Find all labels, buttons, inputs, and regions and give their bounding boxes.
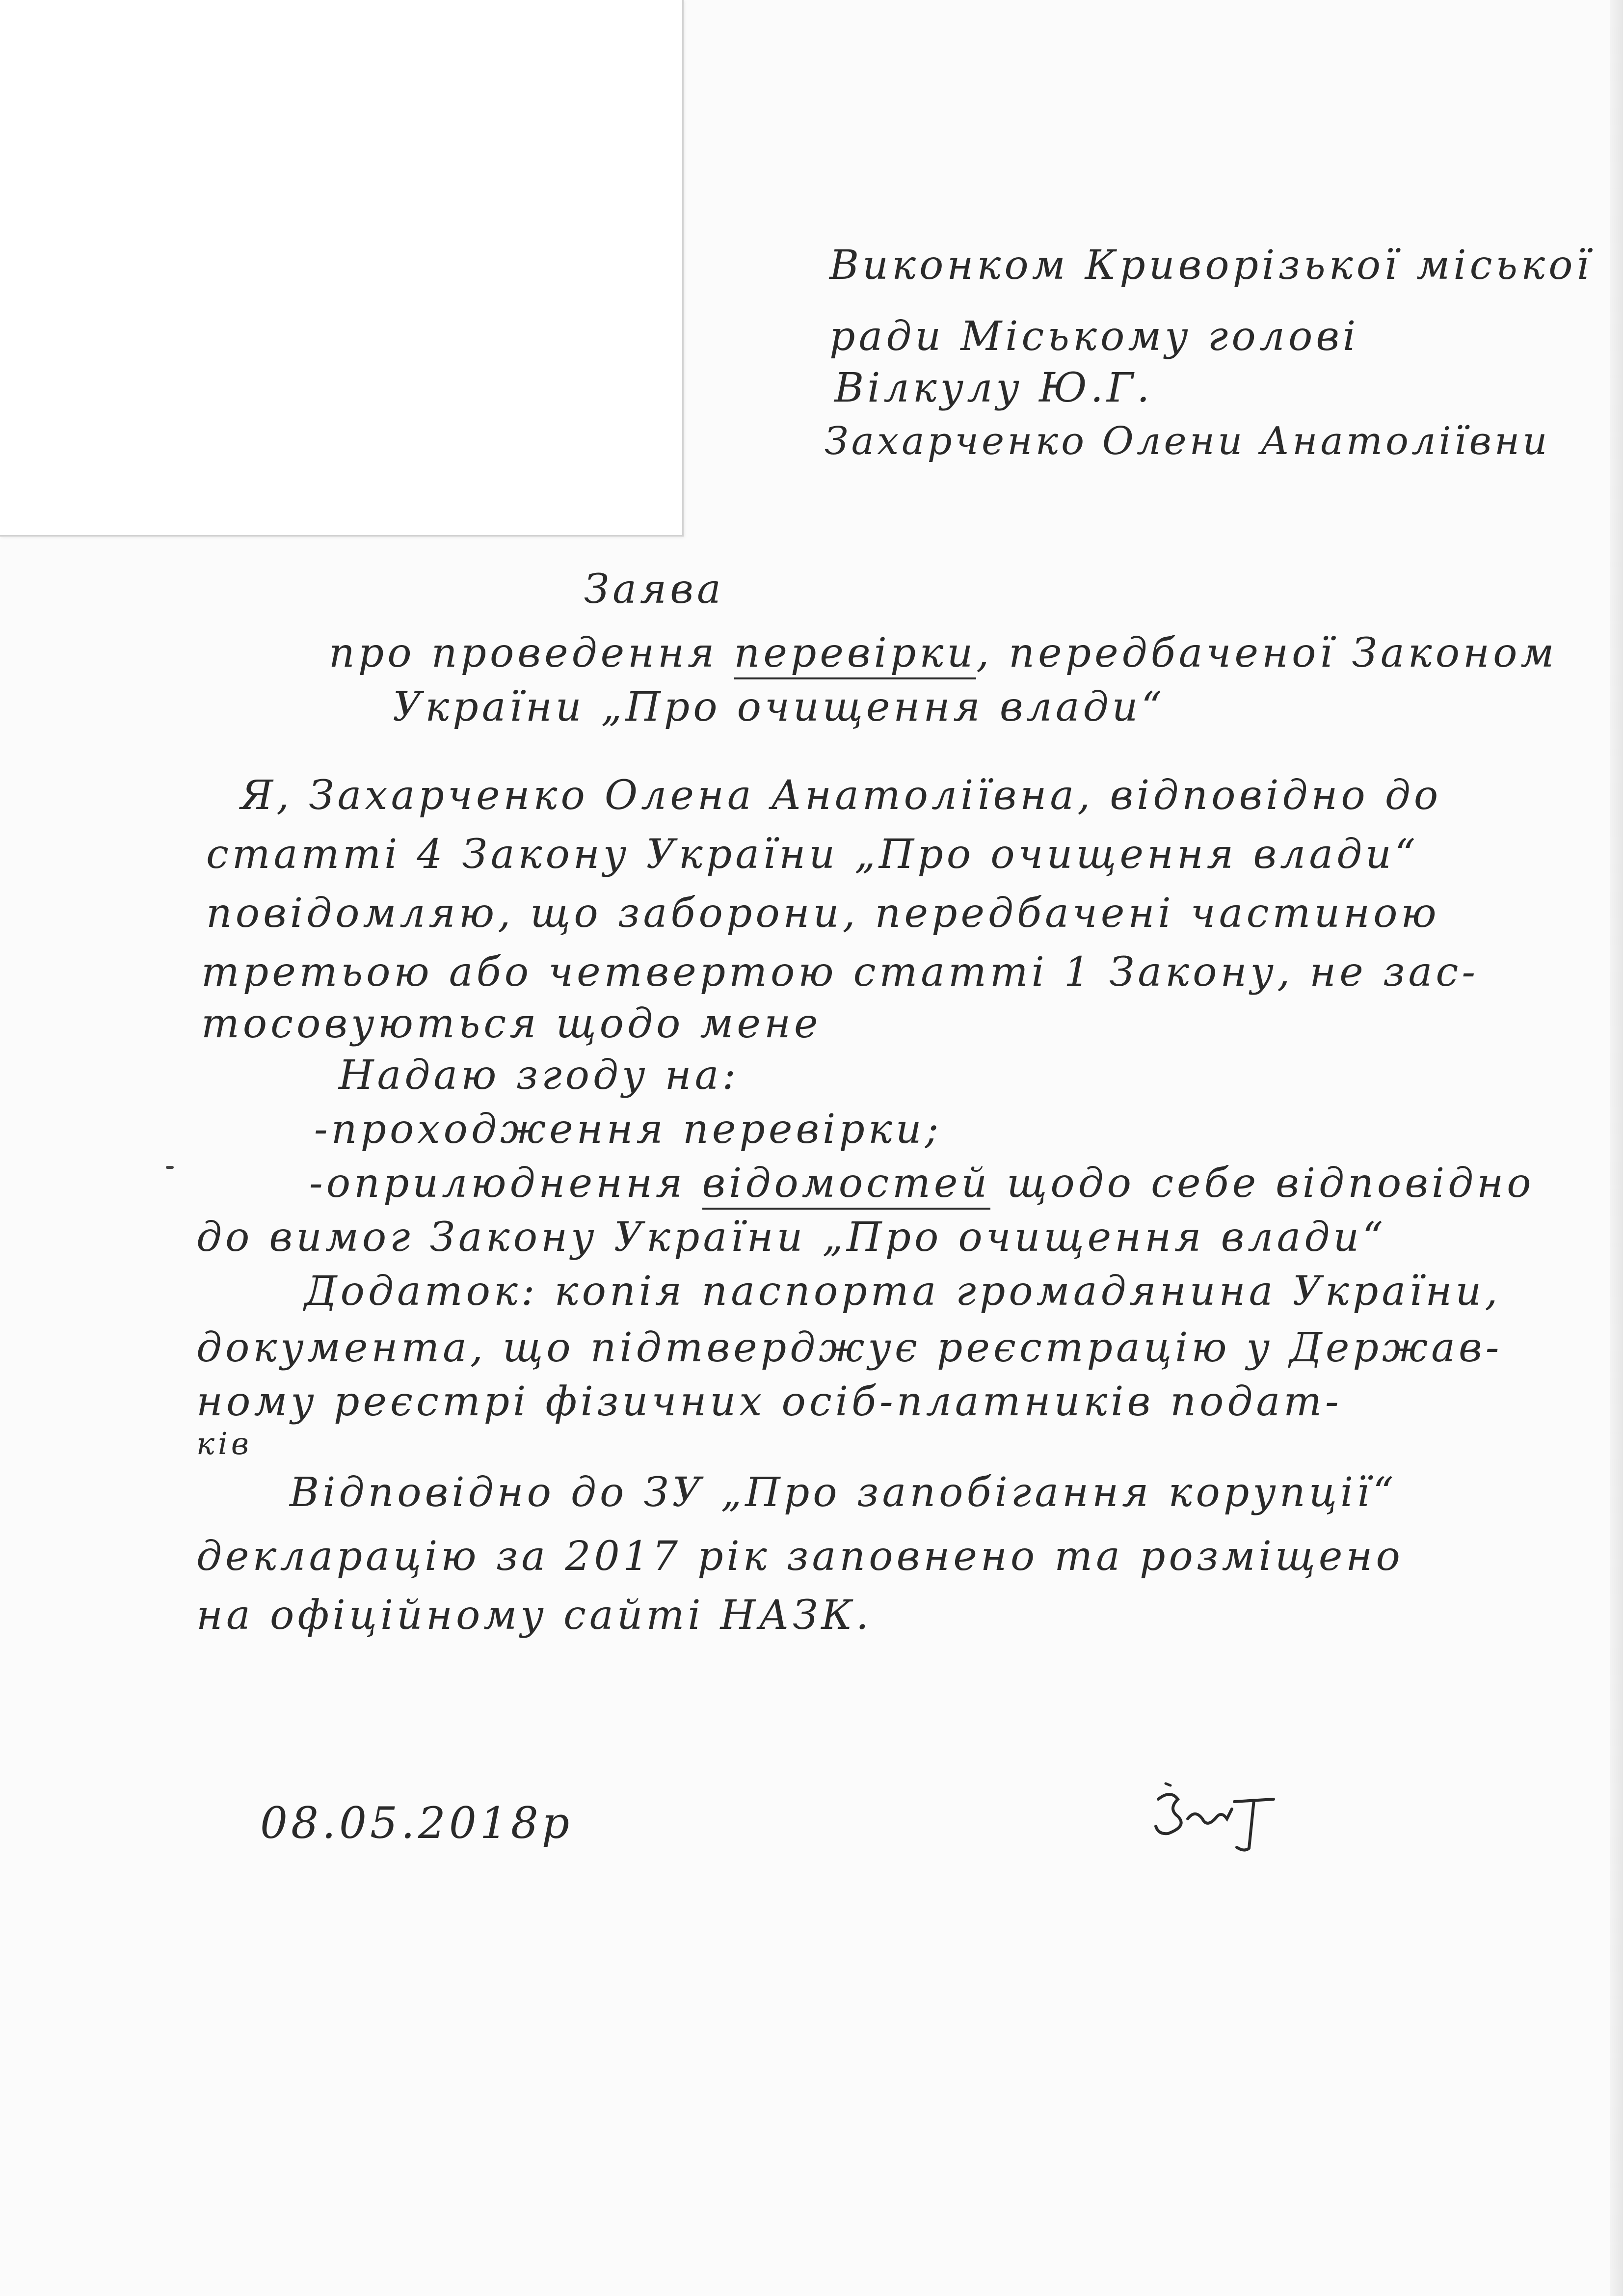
document-date: 08.05.2018р — [260, 1798, 573, 1848]
consent-item-2-part-1: -оприлюднення — [309, 1160, 702, 1207]
handwritten-signature — [1148, 1780, 1296, 1853]
p1-line-2: статті 4 Закону України „Про очищення влади“ — [206, 831, 1419, 878]
p3-line-3: на офіційному сайті НАЗК. — [196, 1592, 872, 1639]
consent-intro: Надаю згоду на: — [339, 1052, 740, 1099]
p1-line-1: Я, Захарченко Олена Анатоліївна, відповідно до — [240, 772, 1442, 819]
consent-item-2-underlined: відомостей — [702, 1160, 991, 1210]
title-subtitle-part-1: про проведення — [329, 630, 734, 676]
title-subtitle-line-1 — [329, 630, 1558, 676]
attachment-line-2: документа, що підтверджує реєстрацію у Держав- — [196, 1324, 1503, 1371]
title-subtitle-underlined: перевірки — [734, 630, 977, 679]
title-subtitle-line-2: України „Про очищення влади“ — [393, 684, 1166, 730]
title-subtitle-part-2: , передбаченої Законом — [976, 630, 1558, 676]
p3-line-1: Відповідно до ЗУ „Про запобігання корупції“ — [290, 1469, 1397, 1516]
p3-line-2: декларацію за 2017 рік заповнено та розміщено — [196, 1533, 1404, 1580]
consent-item-2-part-2: щодо себе відповідно — [990, 1160, 1535, 1207]
p1-line-3: повідомляю, що заборони, передбачені частиною — [206, 890, 1440, 937]
consent-item-2-line-2: до вимог Закону України „Про очищення влади“ — [196, 1214, 1387, 1261]
scan-edge — [1610, 0, 1623, 2296]
attachment-line-3: ному реєстрі фізичних осіб-платників подат- — [196, 1378, 1342, 1425]
addressee-line-2: ради Міському голові — [829, 313, 1359, 360]
signature-drawing — [1148, 1780, 1296, 1853]
consent-item-2 — [309, 1160, 1535, 1207]
stray-pen-mark — [166, 1166, 174, 1169]
title-heading: Заява — [584, 566, 724, 613]
blank-paper-patch — [0, 0, 684, 537]
addressee-line-3: Вілкулу Ю.Г. — [834, 365, 1153, 411]
attachment-line-1: Додаток: копія паспорта громадянина України, — [304, 1268, 1501, 1315]
p1-line-5: тосовуються щодо мене — [201, 1000, 822, 1047]
addressee-line-1: Виконком Криворізької міської — [829, 242, 1593, 289]
addressee-line-4: Захарченко Олени Анатоліївни — [825, 419, 1550, 463]
attachment-line-4: ків — [196, 1426, 252, 1461]
p1-line-4: третьою або четвертою статті 1 Закону, не зас- — [201, 949, 1479, 996]
consent-item-1: -проходження перевірки; — [314, 1106, 942, 1153]
